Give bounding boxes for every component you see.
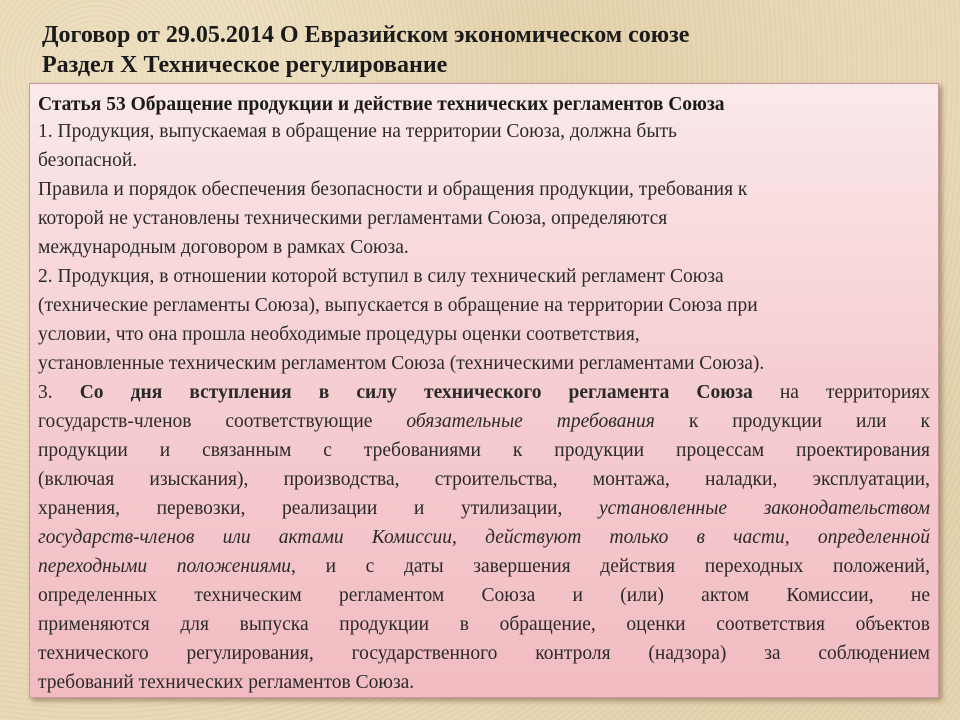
paragraph-1-line: безопасной.	[38, 150, 138, 171]
page-header	[42, 20, 922, 80]
text-run: хранения, перевозки, реализации и утилизации,	[38, 498, 563, 519]
paragraph-4	[38, 378, 930, 697]
section-title: Раздел X Техническое регулирование	[42, 52, 448, 78]
text-run: ,	[452, 527, 457, 548]
article-title: Статья 53 Обращение продукции и действие технических регламентов Союза	[38, 94, 725, 115]
article-text-box	[29, 83, 939, 698]
italic-phrase: действуют только в части, определенной	[485, 527, 930, 548]
italic-phrase: установленные законодательством	[598, 498, 930, 519]
paragraph-2-line: международным договором в рамках Союза.	[38, 237, 409, 258]
paragraph-2	[38, 175, 930, 262]
document-title: Договор от 29.05.2014 О Евразийском экономическом союзе	[42, 22, 690, 48]
paragraph-4-line	[38, 552, 930, 581]
paragraph-4-line: продукции и связанным с требованиями к продукции процессам проектирования	[38, 440, 930, 461]
italic-phrase: обязательные требования	[406, 411, 655, 432]
paragraph-4-line	[38, 378, 930, 407]
text-run: на территориях	[779, 382, 931, 403]
paragraph-2-line: Правила и порядок обеспечения безопасности и обращения продукции, требования к	[38, 179, 748, 200]
paragraph-3	[38, 262, 930, 378]
paragraph-3-line: 2. Продукция, в отношении которой вступил в силу технический регламент Союза	[38, 266, 724, 287]
text-run: государств-членов соответствующие	[38, 411, 373, 432]
italic-phrase: государств-членов или актами Комиссии	[38, 527, 453, 548]
paragraph-4-line: (включая изыскания), производства, строительства, монтажа, наладки, эксплуатации,	[38, 469, 930, 490]
text-run: , и с даты завершения действия переходных положений,	[291, 556, 930, 577]
paragraph-number: 3.	[38, 382, 53, 403]
text-run: к продукции или к	[688, 411, 931, 432]
paragraph-4-line: определенных техническим регламентом Союза и (или) актом Комиссии, не	[38, 585, 930, 606]
paragraph-3-line: установленные техническим регламентом Союза (техническими регламентами Союза).	[38, 353, 765, 374]
paragraph-4-line	[38, 494, 930, 523]
paragraph-4-line	[38, 523, 930, 552]
paragraph-1-line: 1. Продукция, выпускаемая в обращение на территории Союза, должна быть	[38, 121, 677, 142]
paragraph-3-line: условии, что она прошла необходимые процедуры оценки соответствия,	[38, 324, 640, 345]
paragraph-4-line: технического регулирования, государственного контроля (надзора) за соблюдением	[38, 643, 930, 664]
paragraph-1	[38, 117, 930, 175]
bold-phrase: Со дня вступления в силу технического регламента Союза	[79, 382, 753, 403]
paragraph-4-line: требований технических регламентов Союза.	[38, 672, 415, 693]
paragraph-4-line: применяются для выпуска продукции в обращение, оценки соответствия объектов	[38, 614, 930, 635]
paragraph-3-line: (технические регламенты Союза), выпускается в обращение на территории Союза при	[38, 295, 758, 316]
paragraph-4-line	[38, 407, 930, 436]
paragraph-2-line: которой не установлены техническими регламентами Союза, определяются	[38, 208, 668, 229]
italic-phrase: переходными положениями	[38, 556, 292, 577]
